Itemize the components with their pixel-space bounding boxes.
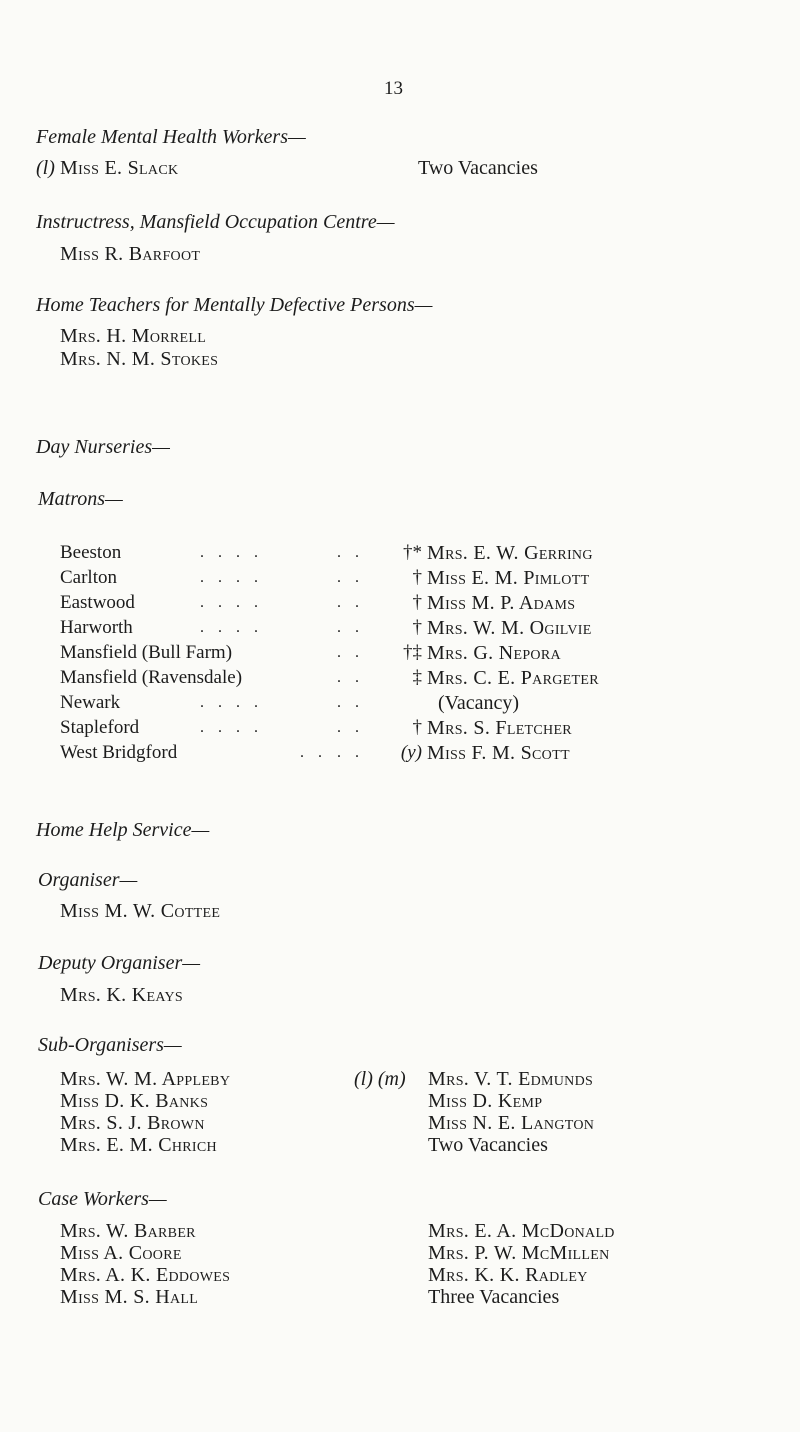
case-worker-name: Mrs. A. K. Eddowes — [60, 1264, 231, 1286]
sub-organiser-name: Mrs. W. M. Appleby — [60, 1068, 231, 1090]
case-worker-name: Mrs. E. A. McDonald — [428, 1220, 615, 1242]
case-worker-name: Mrs. W. Barber — [60, 1220, 196, 1242]
case-worker-vacancies: Three Vacancies — [428, 1286, 560, 1308]
matron-name: Miss M. P. Adams — [427, 592, 576, 614]
case-worker-name: Mrs. P. W. McMillen — [428, 1242, 610, 1264]
nursery-place: Mansfield (Bull Farm) — [60, 642, 233, 663]
matron-name: Miss E. M. Pimlott — [427, 567, 590, 589]
fmhw-heading: Female Mental Health Workers— — [36, 126, 306, 148]
leader-dots: . . — [337, 569, 364, 586]
matron-name: (Vacancy) — [438, 692, 520, 714]
matrons-heading: Matrons— — [38, 488, 123, 510]
leader-dots: . . — [337, 544, 364, 561]
nursery-mark: † — [412, 617, 422, 638]
nursery-mark: (y) — [400, 742, 422, 763]
leader-dots: . . . . — [200, 594, 263, 611]
case-workers-heading: Case Workers— — [38, 1188, 167, 1210]
leader-dots: . . — [300, 744, 327, 761]
nursery-place: Carlton — [60, 567, 117, 588]
sub-organisers-heading: Sub-Organisers— — [38, 1034, 182, 1056]
nursery-place: West Bridgford — [60, 742, 178, 763]
home-teachers-heading: Home Teachers for Mentally Defective Persons— — [36, 294, 433, 316]
leader-dots: . . . . — [200, 619, 263, 636]
nursery-place: Mansfield (Ravensdale) — [60, 667, 243, 688]
sub-organiser-vacancies: Two Vacancies — [428, 1134, 548, 1156]
leader-dots: . . — [337, 644, 364, 661]
leader-dots: . . — [337, 719, 364, 736]
fmhw-vacancies: Two Vacancies — [418, 157, 538, 179]
nursery-mark: †‡ — [403, 642, 422, 663]
day-nurseries-heading: Day Nurseries— — [36, 436, 170, 458]
sub-organiser-name: Mrs. E. M. Chrich — [60, 1134, 217, 1156]
deputy-heading: Deputy Organiser— — [38, 952, 201, 974]
leader-dots: . . — [337, 594, 364, 611]
matron-name: Mrs. W. M. Ogilvie — [427, 617, 592, 639]
nursery-place: Harworth — [60, 617, 133, 638]
matron-name: Miss F. M. Scott — [427, 742, 570, 764]
nursery-place: Newark — [60, 692, 121, 713]
matron-name: Mrs. G. Nepora — [427, 642, 561, 664]
page-number: 13 — [384, 78, 403, 99]
nursery-mark: ‡ — [412, 667, 422, 688]
nursery-mark: †* — [403, 542, 422, 563]
sub-organiser-name: Miss N. E. Langton — [428, 1112, 595, 1134]
organiser-name: Miss M. W. Cottee — [60, 900, 221, 922]
sub-organiser-name: Mrs. S. J. Brown — [60, 1112, 205, 1134]
matron-name: Mrs. E. W. Gerring — [427, 542, 593, 564]
nursery-mark: † — [412, 717, 422, 738]
case-worker-name: Miss A. Coore — [60, 1242, 182, 1264]
leader-dots: . . — [337, 744, 364, 761]
nursery-mark: † — [412, 592, 422, 613]
nursery-place: Beeston — [60, 542, 122, 563]
sub-organiser-mark: (l) (m) — [354, 1068, 406, 1090]
leader-dots: . . — [337, 669, 364, 686]
leader-dots: . . . . — [200, 569, 263, 586]
leader-dots: . . . . — [200, 694, 263, 711]
fmhw-mark: (l) — [36, 157, 55, 179]
organiser-heading: Organiser— — [38, 869, 138, 891]
sub-organiser-name: Miss D. K. Banks — [60, 1090, 209, 1112]
nursery-place: Eastwood — [60, 592, 135, 613]
leader-dots: . . — [337, 619, 364, 636]
leader-dots: . . . . — [200, 544, 263, 561]
nursery-place: Stapleford — [60, 717, 140, 738]
sub-organiser-name: Mrs. V. T. Edmunds — [428, 1068, 594, 1090]
instructress-heading: Instructress, Mansfield Occupation Centre— — [36, 211, 395, 233]
nursery-mark: † — [412, 567, 422, 588]
matron-name: Mrs. S. Fletcher — [427, 717, 572, 739]
deputy-name: Mrs. K. Keays — [60, 984, 183, 1006]
leader-dots: . . . . — [200, 719, 263, 736]
leader-dots: . . — [337, 694, 364, 711]
case-worker-name: Mrs. K. K. Radley — [428, 1264, 588, 1286]
instructress-name: Miss R. Barfoot — [60, 243, 201, 265]
fmhw-name: Miss E. Slack — [60, 157, 179, 179]
home-teacher-name: Mrs. H. Morrell — [60, 325, 207, 347]
home-help-heading: Home Help Service— — [36, 819, 210, 841]
matron-name: Mrs. C. E. Pargeter — [427, 667, 599, 689]
case-worker-name: Miss M. S. Hall — [60, 1286, 199, 1308]
home-teacher-name: Mrs. N. M. Stokes — [60, 348, 219, 370]
sub-organiser-name: Miss D. Kemp — [428, 1090, 543, 1112]
